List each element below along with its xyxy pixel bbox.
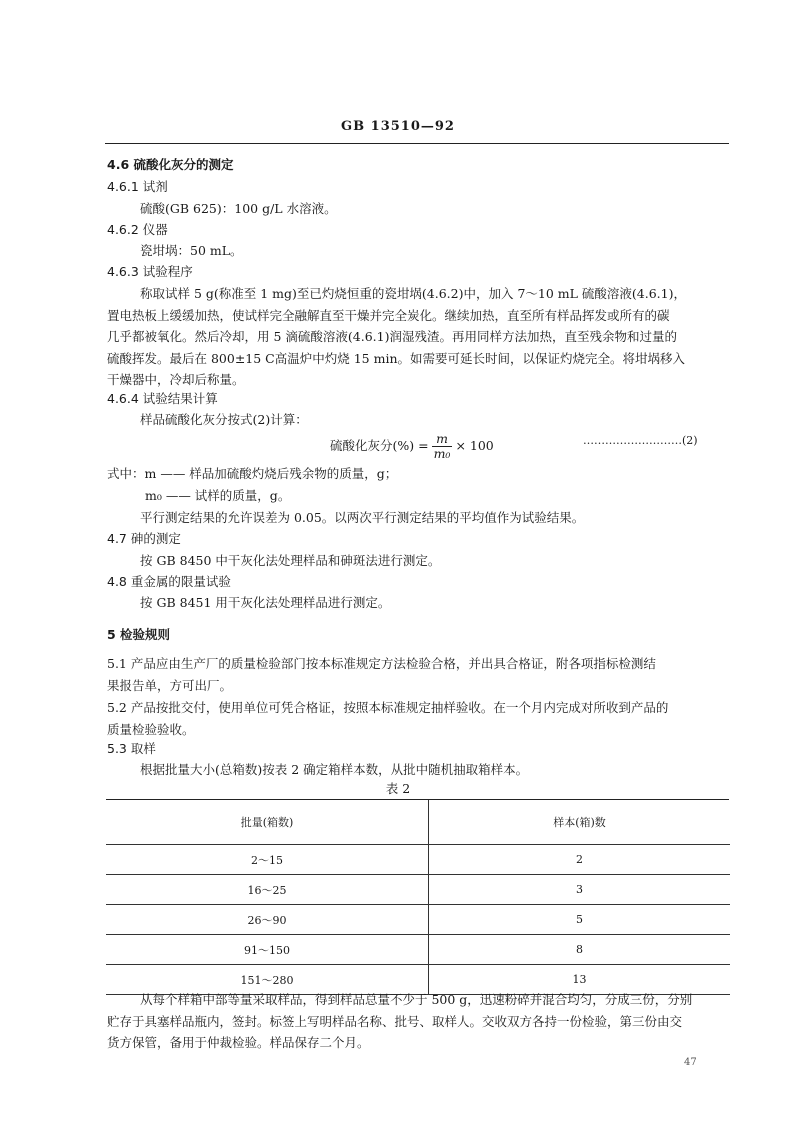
formula-label: ………………………(2)	[583, 434, 698, 447]
tolerance-text: 平行测定结果的允许误差为 0.05。以两次平行测定结果的平均值作为试验结果。	[140, 510, 585, 525]
table-cell: 8	[429, 935, 731, 965]
table-cell: 16～25	[106, 875, 429, 905]
table-header-cell: 样本(箱)数	[429, 800, 731, 845]
section-4-6-1-text: 硫酸(GB 625)：100 g/L 水溶液。	[140, 201, 337, 216]
section-5-1-paragraph	[107, 653, 727, 696]
where-m0: m₀ —— 试样的质量，g。	[145, 488, 291, 503]
section-4-6-2-text: 瓷坩埚：50 mL。	[140, 243, 243, 258]
formula-lhs: 硫酸化灰分(%) =	[330, 438, 429, 453]
standard-header: GB 13510—92	[341, 119, 455, 134]
table-cell: 5	[429, 905, 731, 935]
table-cell: 2～15	[106, 845, 429, 875]
table-cell: 151～280	[106, 965, 429, 995]
section-4-6-4-title: 4.6.4 试验结果计算	[107, 391, 218, 406]
table-row	[106, 935, 730, 965]
formula-rhs: × 100	[455, 438, 494, 453]
paragraph-line: 硫酸挥发。最后在 800±15 C高温炉中灼烧 15 min。如需要可延长时间，以保证灼烧完全。将坩埚移入	[107, 350, 686, 366]
section-4-7-title: 4.7 砷的测定	[107, 531, 181, 546]
paragraph-line: 货方保管，备用于仲裁检验。样品保存二个月。	[107, 1035, 370, 1050]
section-5-3-text: 根据批量大小(总箱数)按表 2 确定箱样本数，从批中随机抽取箱样本。	[140, 762, 529, 777]
section-4-8-text: 按 GB 8451 用干灰化法处理样品进行测定。	[140, 595, 391, 610]
table-header-cell: 批量(箱数)	[106, 800, 429, 845]
table-cell: 91～150	[106, 935, 429, 965]
paragraph-line: 称取试样 5 g(称准至 1 mg)至已灼烧恒重的瓷坩埚(4.6.2)中，加入 7～10 mL 硫酸溶液(4.6.1)，	[140, 286, 686, 301]
section-5-3-title: 5.3 取样	[107, 741, 156, 756]
section-4-6-2-title: 4.6.2 仪器	[107, 222, 168, 237]
table-cell: 3	[429, 875, 731, 905]
section-5-title: 5 检验规则	[107, 627, 171, 642]
section-4-6-3-paragraph	[107, 283, 727, 391]
paragraph-line: 从每个样箱中部等量采取样品，得到样品总量不少于 500 g，迅速粉碎并混合均匀，分成三份，分别	[140, 992, 693, 1007]
section-4-7-text: 按 GB 8450 中干灰化法处理样品和砷斑法进行测定。	[140, 553, 441, 568]
page-number: 47	[684, 1057, 697, 1068]
calculation-intro: 样品硫酸化灰分按式(2)计算：	[140, 412, 308, 427]
paragraph-line: 贮存于具塞样品瓶内，签封。标签上写明样品名称、批号、取样人。交收双方各持一份检验，第三份由交	[107, 1013, 683, 1029]
formula	[330, 432, 494, 461]
table-row	[106, 845, 730, 875]
table-2	[106, 800, 730, 995]
section-4-8-title: 4.8 重金属的限量试验	[107, 574, 231, 589]
closing-paragraph	[107, 989, 727, 1054]
table-row	[106, 905, 730, 935]
section-4-6-1-title: 4.6.1 试剂	[107, 179, 168, 194]
section-4-6-3-title: 4.6.3 试验程序	[107, 264, 193, 279]
where-m: 式中：m —— 样品加硫酸灼烧后残余物的质量，g；	[107, 466, 398, 481]
paragraph-line: 置电热板上缓缓加热，使试样完全融解直至干燥并完全炭化。继续加热，直至所有样品挥发或所有的碳	[107, 307, 670, 323]
paragraph-line: 果报告单，方可出厂。	[107, 677, 233, 693]
table-cell: 26～90	[106, 905, 429, 935]
table-header-row	[106, 800, 730, 845]
paragraph-line: 干燥器中，冷却后称量。	[107, 372, 245, 387]
section-5-2-paragraph	[107, 697, 727, 740]
paragraph-line: 5.2 产品按批交付，使用单位可凭合格证，按照本标准规定抽样验收。在一个月内完成对所收到产品的	[107, 700, 669, 715]
formula-numerator: m	[432, 432, 453, 447]
table-caption: 表 2	[385, 781, 411, 796]
paragraph-line: 几乎都被氧化。然后冷却，用 5 滴硫酸溶液(4.6.1)润湿残渣。再用同样方法加热，直至残余物和过量的	[107, 329, 677, 344]
table-cell: 13	[429, 965, 731, 995]
table-cell: 2	[429, 845, 731, 875]
table-row	[106, 875, 730, 905]
header-rule	[105, 143, 729, 144]
paragraph-line: 质量检验验收。	[107, 721, 195, 737]
paragraph-line: 5.1 产品应由生产厂的质量检验部门按本标准规定方法检验合格，并出具合格证，附各项指标检测结	[107, 656, 656, 671]
formula-fraction	[432, 432, 453, 461]
section-4-6-title: 4.6 硫酸化灰分的测定	[107, 157, 234, 172]
formula-denominator: m₀	[433, 446, 451, 461]
